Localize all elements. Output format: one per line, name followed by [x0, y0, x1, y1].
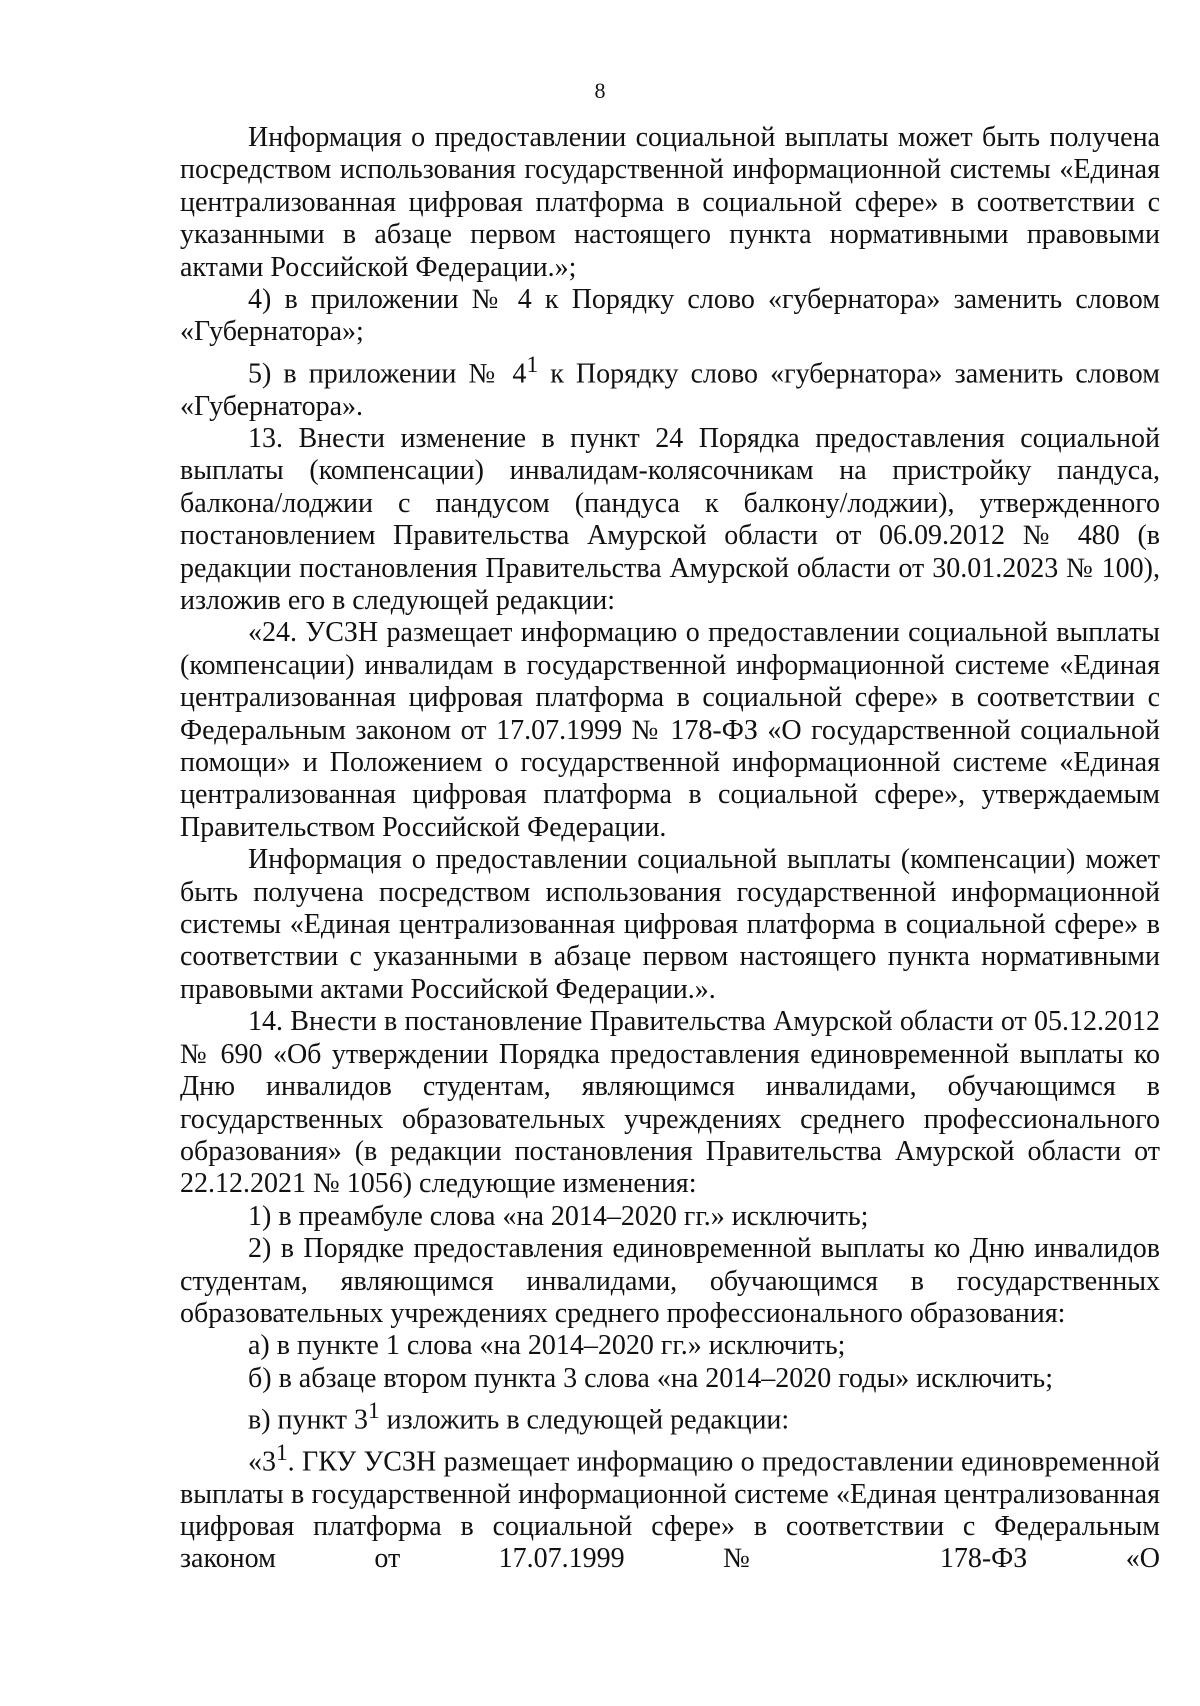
paragraph-point-3-1-text-end: . ГКУ УСЗН размещает информацию о предоставлении единовременной выплаты в государственной информационной системе «Единая централизованная цифровая платформа в социальной сфере» в соответствии с Федеральным законом от 17.07.1999 № 178-ФЗ «О	[180, 1446, 1160, 1575]
paragraph-section-13: 13. Внести изменение в пункт 24 Порядка предоставления социальной выплаты (компенсации) инвалидам-колясочникам на пристройку пандуса, балкона/лоджии с пандусом (пандуса к балкону/лоджии), утвержденного постановлением Правительства Амурской области от 06.09.2012 № 480 (в редакции постановления Правительства Амурской области от 30.01.2023 № 100), изложив его в следующей редакции:	[180, 422, 1160, 617]
paragraph-sub-v-text-end: изложить в следующей редакции:	[379, 1404, 790, 1436]
paragraph-point-3-1-text-start: «3	[248, 1446, 276, 1478]
superscript-index: 1	[526, 351, 539, 378]
paragraph-sub-v-text-start: в) пункт 3	[248, 1404, 368, 1436]
document-body	[180, 122, 1160, 1576]
paragraph-sub-1: 1) в преамбуле слова «на 2014–2020 гг.» исключить;	[248, 1200, 869, 1232]
paragraph-item-4: 4) в приложении № 4 к Порядку слово «губернатора» заменить словом «Губернатора»;	[180, 284, 1160, 348]
paragraph-sub-b: б) в абзаце втором пункта 3 слова «на 2014–2020 годы» исключить;	[248, 1362, 1053, 1394]
superscript-index: 1	[367, 1398, 380, 1425]
paragraph-point-24: «24. УСЗН размещает информацию о предоставлении социальной выплаты (компенсации) инвалидам в государственной информационной системе «Единая централизованная цифровая платформа в социальной сфере» в соответствии с Федеральным законом от 17.07.1999 № 178-ФЗ «О государственной социальной помощи» и Положением о государственной информационной системе «Единая централизованная цифровая платформа в социальной сфере», утверждаемым Правительством Российской Федерации.	[180, 617, 1160, 843]
paragraph-sub-v	[180, 1395, 1160, 1437]
paragraph-item-5	[180, 349, 1160, 423]
paragraph-item-5-text-start: 5) в приложении № 4	[248, 358, 527, 390]
superscript-index: 1	[276, 1439, 288, 1466]
paragraph-sub-2: 2) в Порядке предоставления единовременной выплаты ко Дню инвалидов студентам, являющимся инвалидами, обучающимся в государственных образовательных учреждениях среднего профессионального образования:	[180, 1233, 1160, 1329]
paragraph-point-3-1	[180, 1437, 1160, 1576]
paragraph-sub-a: а) в пункте 1 слова «на 2014–2020 гг.» исключить;	[248, 1330, 846, 1362]
page-number: 8	[594, 78, 606, 103]
paragraph-info-compensation: Информация о предоставлении социальной выплаты (компенсации) может быть получена посредством использования государственной информационной системы «Единая централизованная цифровая платформа в социальной сфере» в соответствии с указанными в абзаце первом настоящего пункта нормативными правовыми актами Российской Федерации.».	[180, 844, 1160, 1005]
paragraph-info-social-payment: Информация о предоставлении социальной выплаты может быть получена посредством использования государственной информационной системы «Единая централизованная цифровая платформа в социальной сфере» в соответствии с указанными в абзаце первом настоящего пункта нормативными правовыми актами Российской Федерации.»;	[180, 122, 1160, 283]
paragraph-item-5-text-end: к Порядку слово «губернатора» заменить словом «Губернатора».	[180, 358, 1160, 422]
paragraph-section-14: 14. Внести в постановление Правительства Амурской области от 05.12.2012 № 690 «Об утверждении Порядка предоставления единовременной выплаты ко Дню инвалидов студентам, являющимся инвалидами, обучающимся в государственных образовательных учреждениях среднего профессионального образования» (в редакции постановления Правительства Амурской области от 22.12.2021 № 1056) следующие изменения:	[180, 1006, 1160, 1200]
